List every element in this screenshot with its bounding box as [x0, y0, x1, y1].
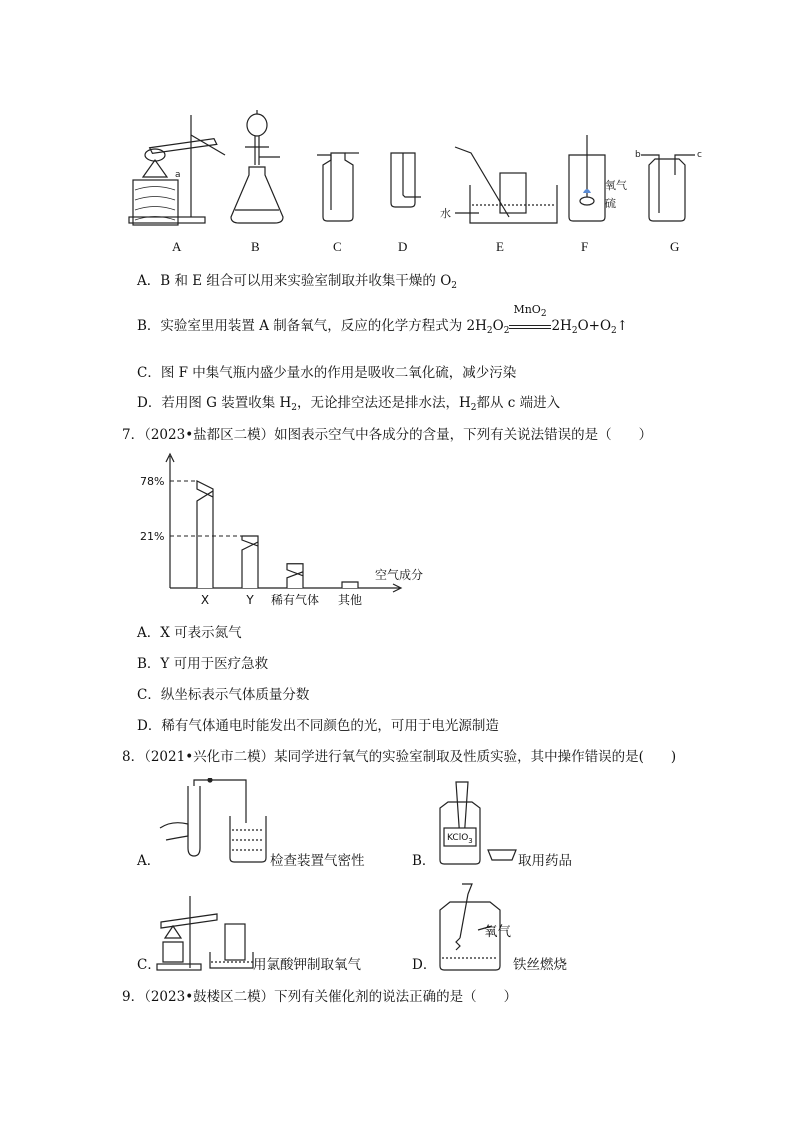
x-tick-label-0: X — [200, 593, 210, 607]
bar-3 — [342, 582, 358, 588]
q8-figure-c — [155, 882, 255, 972]
svg-text:a: a — [175, 170, 181, 180]
bar-1 — [242, 536, 258, 588]
apparatus-a — [129, 115, 225, 225]
q7-option-d: D．稀有气体通电时能发出不同颜色的光，可用于电光源制造 — [137, 718, 499, 734]
bar-2 — [287, 564, 303, 588]
svg-text:b: b — [635, 150, 641, 160]
caption-c: C — [333, 239, 342, 254]
apparatus-d — [391, 153, 421, 207]
q8-figure-a — [158, 778, 273, 868]
apparatus-c — [317, 153, 359, 221]
y-tick-21: 21% — [140, 530, 165, 543]
apparatus-f — [569, 135, 627, 221]
apparatus-b — [231, 110, 283, 223]
q8-figure-d-oxygen: 氧气 — [484, 924, 511, 940]
q6-option-c: C．图 F 中集气瓶内盛少量水的作用是吸收二氧化硫，减少污染 — [137, 365, 517, 381]
svg-text:氧气: 氧气 — [605, 179, 627, 192]
q6-option-b: B．实验室里用装置 A 制备氧气，反应的化学方程式为 $2H_2O_2$ MnO$_2$ $2H_2O+O_2↑$ — [137, 303, 629, 336]
q8-stem: 8．（2021•兴化市二模）某同学进行氧气的实验室制取及性质实验，其中操作错误的是( ) — [122, 749, 677, 765]
caption-d: D — [398, 239, 408, 254]
q7-stem: 7．（2023•盐都区二模）如图表示空气中各成分的含量，下列有关说法错误的是（ ） — [122, 427, 653, 443]
air-composition-chart — [135, 452, 455, 612]
q8-option-b-letter: B． — [412, 853, 436, 869]
q7-option-a: A．X 可表示氮气 — [137, 625, 242, 641]
catalyst-label: MnO$_2$ — [513, 303, 547, 319]
caption-g: G — [670, 239, 680, 254]
q8-figure-b — [432, 780, 522, 868]
q7-option-b: B．Y 可用于医疗急救 — [137, 656, 269, 672]
x-axis-label: 空气成分 — [375, 568, 424, 582]
q8-option-a-caption: 检查装置气密性 — [270, 853, 365, 869]
svg-text:水: 水 — [440, 207, 451, 220]
q8-option-d-caption: 铁丝燃烧 — [513, 957, 567, 973]
svg-text:c: c — [697, 150, 702, 160]
apparatus-e — [440, 147, 557, 223]
apparatus-g — [635, 150, 702, 221]
q8-option-b-caption: 取用药品 — [518, 853, 572, 869]
caption-a: A — [172, 239, 182, 254]
bar-0 — [197, 481, 213, 588]
caption-f: F — [581, 239, 589, 254]
kclo3-label: KClO$_3$ — [447, 833, 473, 845]
q7-option-c: C．纵坐标表示气体质量分数 — [137, 687, 310, 703]
caption-b: B — [251, 239, 260, 254]
svg-text:硫: 硫 — [605, 197, 616, 210]
apparatus-figure — [125, 105, 715, 255]
caption-e: E — [496, 239, 504, 254]
q8-option-d-letter: D． — [412, 957, 437, 973]
q9-stem: 9．（2023•鼓楼区二模）下列有关催化剂的说法正确的是（ ） — [122, 989, 518, 1005]
x-tick-label-1: Y — [246, 593, 254, 607]
q8-option-c-letter: C． — [137, 957, 161, 973]
q8-option-c-caption: 用氯酸钾制取氧气 — [253, 957, 361, 973]
q8-option-a-letter: A． — [137, 853, 161, 869]
x-tick-label-2: 稀有气体 — [270, 593, 320, 607]
q6-option-a: A．B 和 E 组合可以用来实验室制取并收集干燥的 $O_2$ — [137, 273, 457, 291]
q6-option-d: D．若用图 G 装置收集 $H_2$，无论排空法还是排水法，$H_2$都从 c 端进入 — [137, 395, 561, 413]
x-tick-label-3: 其他 — [337, 593, 363, 607]
y-tick-78: 78% — [140, 475, 165, 488]
